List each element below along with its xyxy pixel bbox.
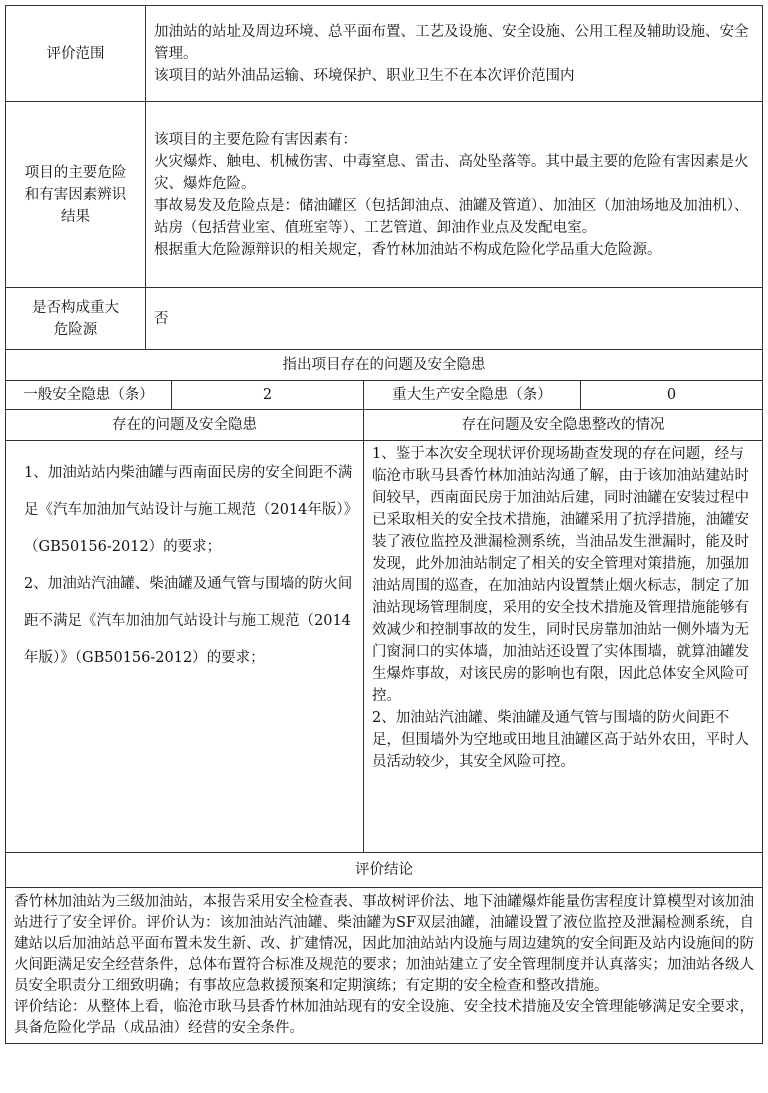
rectification-list	[364, 441, 763, 853]
hazards-row	[6, 102, 763, 288]
conclusion-header: 评价结论	[6, 853, 763, 888]
major-hazard-label: 是否构成重大危险源	[6, 288, 146, 350]
issues-header-row	[6, 350, 763, 381]
hazards-content	[146, 102, 763, 288]
major-hazard-count: 0	[581, 381, 763, 410]
problems-row	[6, 441, 763, 853]
conclusion-header-row	[6, 853, 763, 888]
major-hazard-row	[6, 288, 763, 350]
hazards-line: 根据重大危险源辩识的相关规定，香竹林加油站不构成危险化学品重大危险源。	[154, 241, 662, 258]
problems-column-header: 存在的问题及安全隐患	[6, 410, 364, 441]
rectification-column-header: 存在问题及安全隐患整改的情况	[364, 410, 763, 441]
scope-label: 评价范围	[6, 6, 146, 102]
general-hazard-label: 一般安全隐患（条）	[6, 381, 172, 410]
conclusion-paragraph: 评价结论：从整体上看，临沧市耿马县香竹林加油站现有的安全设施、安全技术措施及安全管理能够满足安全要求，具备危险化学品（成品油）经营的安全条件。	[14, 999, 754, 1036]
evaluation-summary-page	[5, 5, 762, 1044]
hazards-line: 火灾爆炸、触电、机械伤害、中毒窒息、雷击、高处坠落等。其中最主要的危险有害因素是火灾、爆炸危险。	[154, 153, 749, 192]
conclusion-paragraph: 香竹林加油站为三级加油站，本报告采用安全检查表、事故树评价法、地下油罐爆炸能量伤害程度计算模型对该加油站进行了安全评价。评价认为：该加油站汽油罐、柴油罐为SF双层油罐，油罐设置了液位监控及泄漏检测系统，自建站以后加油站总平面布置未发生新、改、扩建情况，因此加油站站内设施与周边建筑的安全间距及站内设施间的防火间距满足安全经营条件，总体布置符合标准及规范的要求；加油站建立了安全管理制度并认真落实；加油站各级人员安全职责分工细致明确；有事故应急救援预案和定期演练；有定期的安全检查和整改措施。	[14, 894, 754, 994]
hazards-label: 项目的主要危险和有害因素辨识结果	[6, 102, 146, 288]
major-hazard-count-label: 重大生产安全隐患（条）	[364, 381, 581, 410]
scope-row	[6, 6, 763, 102]
scope-line: 加油站的站址及周边环境、总平面布置、工艺及设施、安全设施、公用工程及辅助设施、安全管理。	[154, 23, 749, 62]
scope-content	[146, 6, 763, 102]
hazards-line: 该项目的主要危险有害因素有：	[154, 131, 357, 148]
scope-line: 该项目的站外油品运输、环境保护、职业卫生不在本次评价范围内	[154, 67, 575, 84]
hazards-line: 事故易发及危险点是：储油罐区（包括卸油点、油罐及管道）、加油区（加油场地及加油机）、站房（包括营业室、值班室等）、工艺管道、卸油作业点及发配电室。	[154, 197, 749, 236]
rectification-item: 2、加油站汽油罐、柴油罐及通气管与围墙的防火间距不足，但围墙外为空地或田地且油罐区高于站外农田，平时人员活动较少，其安全风险可控。	[372, 710, 749, 770]
problems-list	[6, 441, 364, 853]
issues-header: 指出项目存在的问题及安全隐患	[6, 350, 763, 381]
problem-item: 1、加油站站内柴油罐与西南面民房的安全间距不满足《汽车加油加气站设计与施工规范（2014年版）》（GB50156-2012）的要求；	[24, 465, 353, 555]
evaluation-table	[5, 5, 763, 1044]
counts-row	[6, 381, 763, 410]
major-hazard-value: 否	[146, 288, 763, 350]
problem-item: 2、加油站汽油罐、柴油罐及通气管与围墙的防火间距不满足《汽车加油加气站设计与施工规范（2014年版）》（GB50156-2012）的要求；	[24, 576, 353, 666]
conclusion-row	[6, 888, 763, 1044]
columns-header-row	[6, 410, 763, 441]
rectification-item: 1、鉴于本次安全现状评价现场勘查发现的存在问题，经与临沧市耿马县香竹林加油站沟通了解，由于该加油站建站时间较早，西南面民房于加油站后建，同时油罐在安装过程中已采取相关的安全技术措施，油罐采用了抗浮措施，油罐安装了液位监控及泄漏检测系统，当油品发生泄漏时，能及时发现，此外加油站制定了相关的安全管理对策措施，加强加油站周围的巡查，在加油站内设置禁止烟火标志，制定了加油站现场管理制度，采用的安全技术措施及管理措施能够有效减少和控制事故的发生，同时民房靠加油站一侧外墙为无门窗洞口的实体墙，加油站还设置了实体围墙，就算油罐发生爆炸事故，对该民房的影响也有限，因此总体安全风险可控。	[372, 446, 749, 704]
conclusion-content	[6, 888, 763, 1044]
general-hazard-count: 2	[172, 381, 364, 410]
